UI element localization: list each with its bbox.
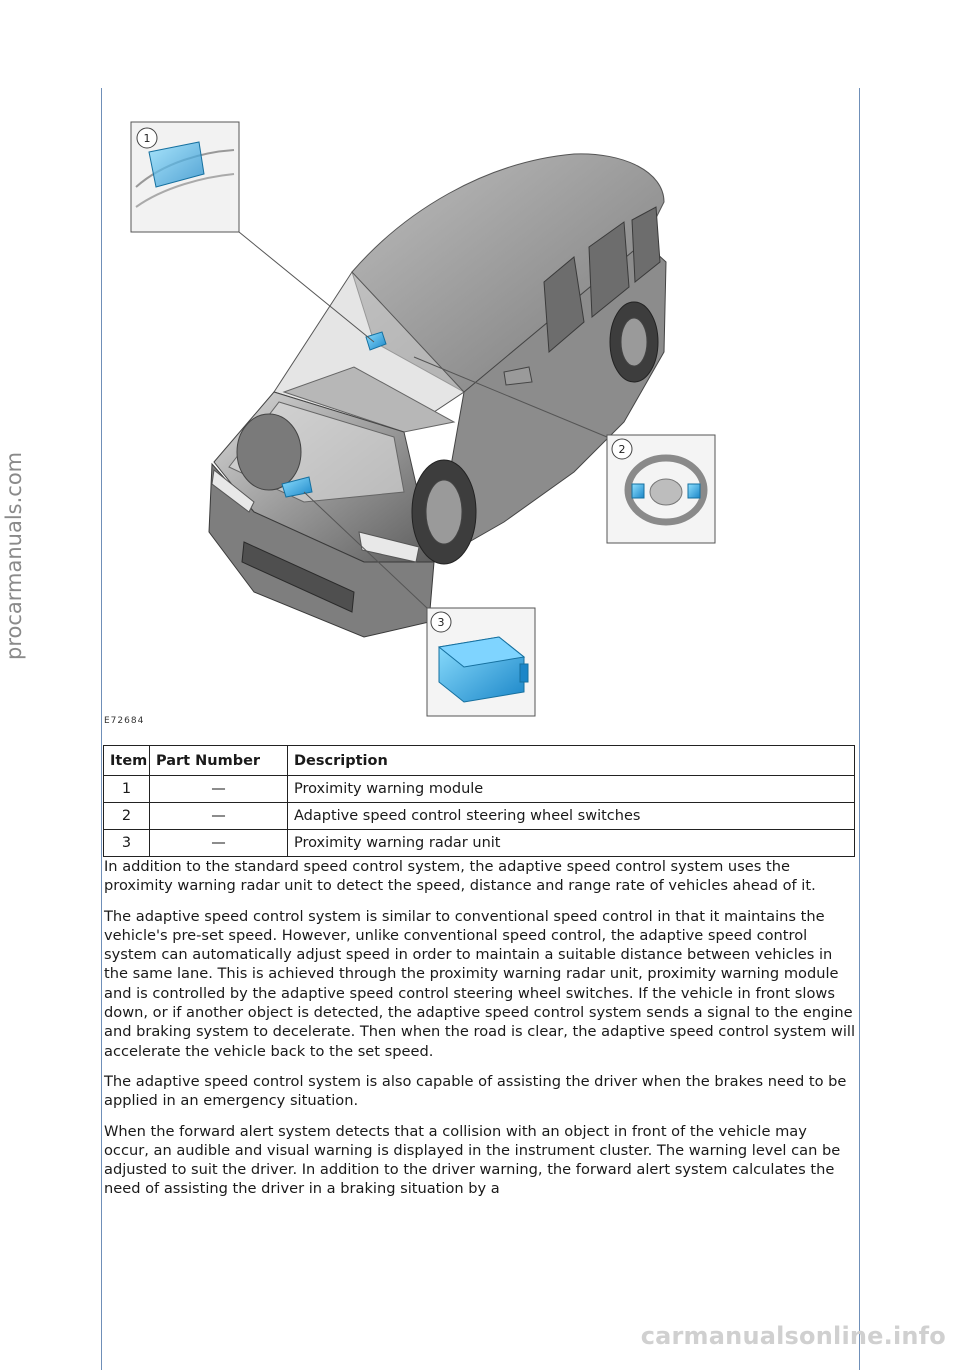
side-watermark-text: procarmanuals.com [2, 451, 26, 660]
paragraph: In addition to the standard speed control system, the adaptive speed control system uses the proximity warning radar unit to detect the speed, distance and range rate of vehicles ahead of it. [104, 858, 816, 895]
vehicle-component-location-figure [104, 92, 856, 732]
left-margin-rule [101, 88, 102, 1370]
bottom-watermark: carmanualsonline.info [640, 1322, 946, 1350]
paragraph: The adaptive speed control system is similar to conventional speed control in that it maintains the vehicle's pre-set speed. However, unlike conventional speed control, the adaptive speed control system can automatically adjust speed in order to maintain a suitable distance between vehicles in the same lane. This is achieved through the proximity warning radar unit, proximity warning module and is controlled by the adaptive speed control steering wheel switches. If the vehicle in front slows down, or if another object is detected, the adaptive speed control system sends a signal to the engine and braking system to decelerate. Then when the road is clear, the adaptive speed control system will accelerate the vehicle back to the set speed. [104, 907, 856, 1060]
right-margin-rule [859, 88, 860, 1370]
paragraph: When the forward alert system detects that a collision with an object in front of the vehicle may occur, an audible and visual warning is displayed in the instrument cluster. The warning level can be adjusted to suit the driver. In addition to the driver warning, the forward alert system calculates the need of assisting the driver in a braking situation by a [104, 1122, 841, 1198]
table-row [104, 830, 855, 857]
callout-3: 3 [437, 616, 445, 629]
cell-description: Proximity warning radar unit [288, 830, 855, 857]
header-part-number: Part Number [150, 746, 288, 776]
callout-2: 2 [618, 443, 626, 456]
cell-part-number: — [150, 776, 288, 803]
cell-description: Adaptive speed control steering wheel switches [288, 803, 855, 830]
cell-item: 3 [104, 830, 150, 857]
cell-description: Proximity warning module [288, 776, 855, 803]
paragraph: The adaptive speed control system is also capable of assisting the driver when the brakes need to be applied in an emergency situation. [104, 1072, 847, 1110]
header-item: Item [104, 746, 150, 776]
cell-part-number: — [150, 803, 288, 830]
cell-item: 1 [104, 776, 150, 803]
cell-item: 2 [104, 803, 150, 830]
body-text [104, 857, 856, 1210]
vehicle-illustration [209, 154, 666, 637]
table-row [104, 803, 855, 830]
inset-radar-unit [427, 608, 535, 716]
table-header-row [104, 746, 855, 776]
parts-table [103, 745, 855, 857]
figure-id-label: E72684 [104, 716, 145, 726]
callout-1: 1 [143, 132, 151, 145]
table-row [104, 776, 855, 803]
inset-proximity-warning-module [131, 122, 239, 232]
header-description: Description [288, 746, 855, 776]
cell-part-number: — [150, 830, 288, 857]
inset-steering-wheel-switches [607, 435, 715, 543]
